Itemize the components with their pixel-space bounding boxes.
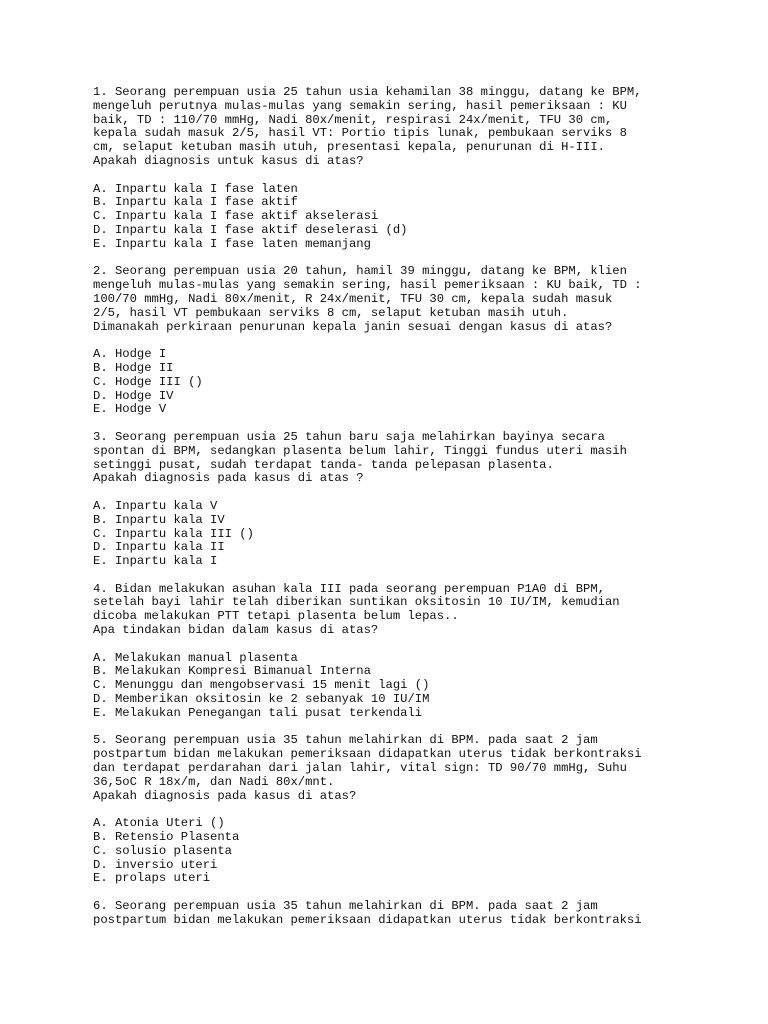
stem-line: 2. Seorang perempuan usia 20 tahun, hamil 39 minggu, datang ke BPM, klien (93, 264, 627, 279)
stem-line: Apakah diagnosis pada kasus di atas? (93, 788, 357, 803)
stem-line: 5. Seorang perempuan usia 35 tahun melahirkan di BPM. pada saat 2 jam (93, 733, 598, 748)
answer-option: A. Atonia Uteri () (93, 816, 225, 831)
stem-line: dicoba melakukan PTT tetapi plasenta belum lepas.. (93, 609, 459, 624)
answer-option: A. Inpartu kala V (93, 498, 218, 513)
answer-option: B. Retensio Plasenta (93, 830, 240, 845)
answer-options (93, 817, 753, 886)
answer-option: E. Inpartu kala I (93, 554, 218, 569)
answer-option: D. Inpartu kala I fase aktif deselerasi (d) (93, 222, 408, 237)
answer-option: D. Hodge IV (93, 388, 174, 403)
stem-line: mengeluh perutnya mulas-mulas yang semakin sering, hasil pemeriksaan : KU (93, 98, 627, 113)
question-stem (93, 86, 753, 169)
question-2 (93, 265, 753, 417)
stem-line: Apakah diagnosis untuk kasus di atas? (93, 153, 364, 168)
stem-line: 2/5, hasil VT pembukaan serviks 8 cm, selaput ketuban masih utuh. (93, 305, 569, 320)
stem-line: mengeluh mulas-mulas yang semakin sering, hasil pemeriksaan : KU baik, TD : (93, 278, 642, 293)
stem-line: setinggi pusat, sudah terdapat tanda- tanda pelepasan plasenta. (93, 457, 554, 472)
answer-option: E. Inpartu kala I fase laten memanjang (93, 236, 371, 251)
answer-option: A. Inpartu kala I fase laten (93, 181, 298, 196)
stem-line: 36,5oC R 18x/m, dan Nadi 80x/mnt. (93, 774, 335, 789)
question-stem (93, 900, 753, 928)
stem-line: Apa tindakan bidan dalam kasus di atas? (93, 623, 379, 638)
document-page (93, 86, 753, 941)
question-4 (93, 583, 753, 721)
answer-option: E. prolaps uteri (93, 871, 211, 886)
question-stem (93, 734, 753, 803)
answer-option: B. Hodge II (93, 360, 174, 375)
answer-options (93, 348, 753, 417)
answer-option: C. Inpartu kala III () (93, 526, 254, 541)
question-3 (93, 431, 753, 569)
stem-line: 4. Bidan melakukan asuhan kala III pada seorang perempuan P1A0 di BPM, (93, 581, 605, 596)
stem-line: setelah bayi lahir telah diberikan suntikan oksitosin 10 IU/IM, kemudian (93, 595, 620, 610)
question-6 (93, 900, 753, 928)
answer-option: B. Inpartu kala IV (93, 512, 225, 527)
stem-line: cm, selaput ketuban masih utuh, presentasi kepala, penurunan di H-III. (93, 140, 605, 155)
answer-option: B. Melakukan Kompresi Bimanual Interna (93, 664, 371, 679)
question-stem (93, 265, 753, 334)
question-stem (93, 431, 753, 486)
stem-line: kepala sudah masuk 2/5, hasil VT: Portio tipis lunak, pembukaan serviks 8 (93, 126, 627, 141)
answer-options (93, 652, 753, 721)
answer-option: E. Hodge V (93, 402, 167, 417)
stem-line: 100/70 mmHg, Nadi 80x/menit, R 24x/menit, TFU 30 cm, kepala sudah masuk (93, 291, 613, 306)
answer-option: A. Hodge I (93, 347, 167, 362)
stem-line: spontan di BPM, sedangkan plasenta belum lahir, Tinggi fundus uteri masih (93, 443, 627, 458)
question-5 (93, 734, 753, 886)
stem-line: postpartum bidan melakukan pemeriksaan didapatkan uterus tidak berkontraksi (93, 747, 642, 762)
answer-option: B. Inpartu kala I fase aktif (93, 195, 298, 210)
answer-option: E. Melakukan Penegangan tali pusat terkendali (93, 705, 423, 720)
stem-line: 3. Seorang perempuan usia 25 tahun baru saja melahirkan bayinya secara (93, 429, 605, 444)
answer-option: D. Memberikan oksitosin ke 2 sebanyak 10 IU/IM (93, 692, 430, 707)
answer-options (93, 500, 753, 569)
answer-option: C. solusio plasenta (93, 843, 232, 858)
answer-options (93, 183, 753, 252)
stem-line: Apakah diagnosis pada kasus di atas ? (93, 471, 364, 486)
answer-option: D. inversio uteri (93, 857, 218, 872)
question-stem (93, 583, 753, 638)
answer-option: C. Menunggu dan mengobservasi 15 menit lagi () (93, 678, 430, 693)
answer-option: C. Hodge III () (93, 374, 203, 389)
stem-line: baik, TD : 110/70 mmHg, Nadi 80x/menit, respirasi 24x/menit, TFU 30 cm, (93, 112, 613, 127)
stem-line: Dimanakah perkiraan penurunan kepala janin sesuai dengan kasus di atas? (93, 319, 613, 334)
stem-line: dan terdapat perdarahan dari jalan lahir, vital sign: TD 90/70 mmHg, Suhu (93, 761, 627, 776)
answer-option: A. Melakukan manual plasenta (93, 650, 298, 665)
stem-line: postpartum bidan melakukan pemeriksaan didapatkan uterus tidak berkontraksi (93, 912, 642, 927)
answer-option: D. Inpartu kala II (93, 540, 225, 555)
stem-line: 1. Seorang perempuan usia 25 tahun usia kehamilan 38 minggu, datang ke BPM, (93, 85, 642, 99)
question-1 (93, 86, 753, 252)
stem-line: 6. Seorang perempuan usia 35 tahun melahirkan di BPM. pada saat 2 jam (93, 899, 598, 914)
answer-option: C. Inpartu kala I fase aktif akselerasi (93, 209, 379, 224)
